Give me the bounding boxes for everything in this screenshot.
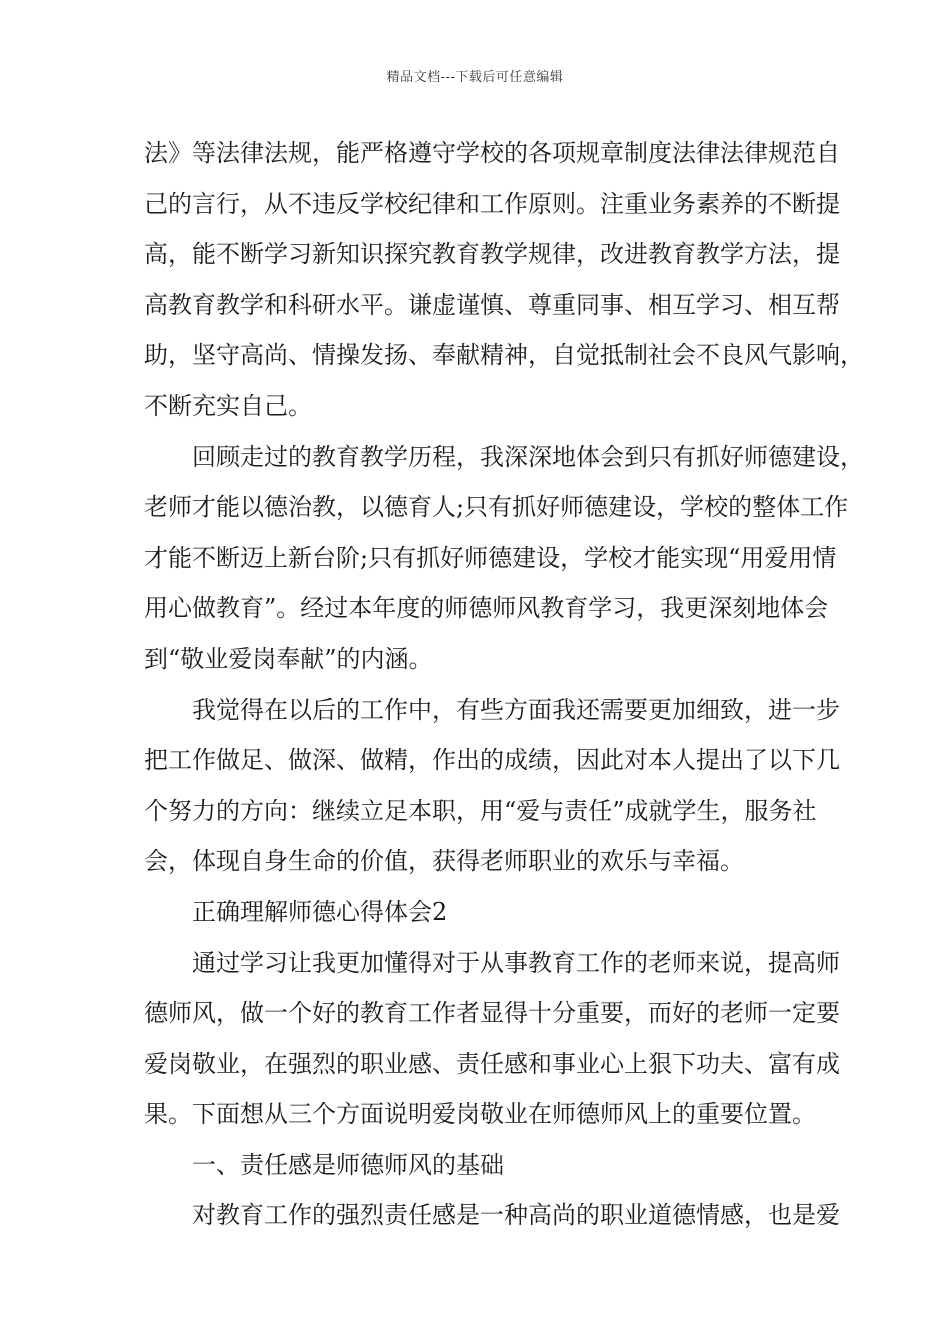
text-line: 己的言行，从不违反学校纪律和工作原则。注重业务素养的不断提 [144,189,840,218]
text-line: 用心做教育”。经过本年度的师德师风教育学习，我更深刻地体会 [144,594,829,623]
text-line: 德师风，做一个好的教育工作者显得十分重要，而好的老师一定要 [144,999,840,1028]
document-body [144,128,864,1241]
text-line: 果。下面想从三个方面说明爱岗敬业在师德师风上的重要位置。 [144,1100,816,1129]
text-line: 个努力的方向：继续立足本职，用“爱与责任”成就学生，服务社 [144,796,817,825]
paragraph-start-line: 对教育工作的强烈责任感是一种高尚的职业道德情感，也是爱 [192,1201,840,1230]
text-line: 高，能不断学习新知识探究教育教学规律，改进教育教学方法，提 [144,240,840,269]
paragraph-start-line: 我觉得在以后的工作中，有些方面我还需要更加细致，进一步 [192,695,840,724]
text-line: 到“敬业爱岗奉献”的内涵。 [144,644,433,673]
text-line: 会，体现自身生命的价值，获得老师职业的欢乐与幸福。 [144,847,744,876]
text-line: 老师才能以德治教，以德育人;只有抓好师德建设，学校的整体工作 [144,493,849,522]
subsection-heading: 一、责任感是师德师风的基础 [192,1150,504,1179]
paragraph-start-line: 回顾走过的教育教学历程，我深深地体会到只有抓好师德建设， [192,442,864,471]
text-line: 助，坚守高尚、情操发扬、奉献精神，自觉抵制社会不良风气影响， [144,341,864,370]
text-line: 高教育教学和科研水平。谦虚谨慎、尊重同事、相互学习、相互帮 [144,290,840,319]
paragraph-start-line: 通过学习让我更加懂得对于从事教育工作的老师来说，提高师 [192,948,840,977]
text-line: 才能不断迈上新台阶;只有抓好师德建设，学校才能实现“用爱用情 [144,543,837,572]
page-header: 精品文档---下载后可任意编辑 [386,70,564,85]
text-line: 把工作做足、做深、做精，作出的成绩，因此对本人提出了以下几 [144,746,840,775]
text-line: 不断充实自己。 [144,391,312,420]
text-line: 爱岗敬业，在强烈的职业感、责任感和事业心上狠下功夫、富有成 [144,1049,840,1078]
section-heading: 正确理解师德心得体会2 [192,897,448,926]
text-line: 法》等法律法规，能严格遵守学校的各项规章制度法律法律规范自 [144,139,840,167]
